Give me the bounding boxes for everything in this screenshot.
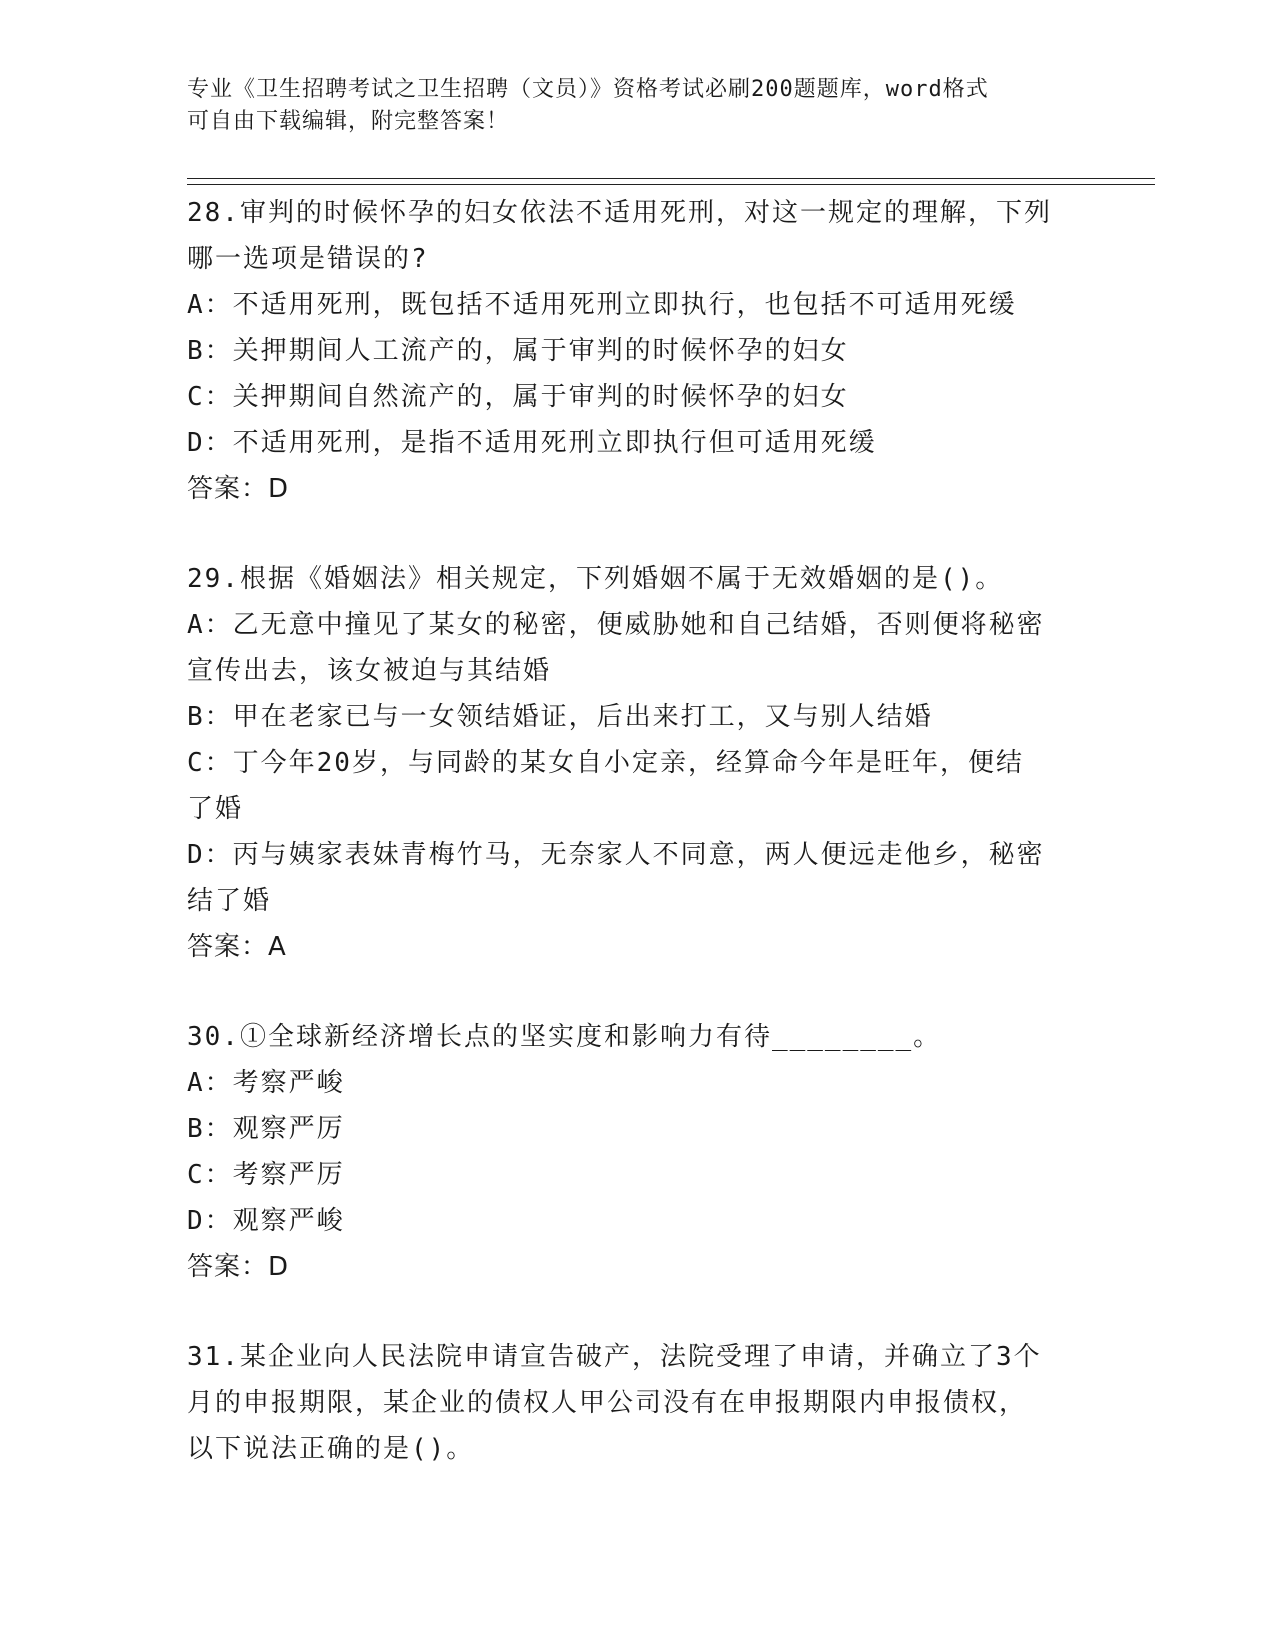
document-header	[187, 74, 1087, 138]
option-b: B：关押期间人工流产的，属于审判的时候怀孕的妇女	[187, 336, 849, 366]
option-d: D：观察严峻	[187, 1206, 345, 1236]
answer-label: 答案：D	[187, 1252, 290, 1282]
option-c: C：考察严厉	[187, 1160, 345, 1190]
option-a-continued: 宣传出去，该女被迫与其结婚	[187, 656, 552, 686]
option-d: D：丙与姨家表妹青梅竹马，无奈家人不同意，两人便远走他乡，秘密	[187, 840, 1045, 870]
question-text: 31.某企业向人民法院申请宣告破产，法院受理了申请，并确立了3个	[187, 1342, 1042, 1372]
option-d-continued: 结了婚	[187, 886, 272, 916]
header-title-line-1: 专业《卫生招聘考试之卫生招聘（文员）》资格考试必刷200题题库，word格式	[187, 77, 989, 102]
question-30	[187, 1014, 1087, 1290]
answer-label: 答案：D	[187, 474, 290, 504]
answer-label: 答案：A	[187, 932, 287, 962]
option-a: A：考察严峻	[187, 1068, 345, 1098]
question-text: 以下说法正确的是()。	[187, 1434, 475, 1464]
question-text: 哪一选项是错误的?	[187, 244, 429, 274]
question-text: 29.根据《婚姻法》相关规定，下列婚姻不属于无效婚姻的是()。	[187, 564, 1004, 594]
option-a: A：不适用死刑，既包括不适用死刑立即执行，也包括不可适用死缓	[187, 290, 1017, 320]
header-title-line-2: 可自由下载编辑，附完整答案！	[187, 109, 510, 134]
option-a: A：乙无意中撞见了某女的秘密，便威胁她和自己结婚，否则便将秘密	[187, 610, 1045, 640]
option-b: B：观察严厉	[187, 1114, 345, 1144]
question-text: 月的申报期限，某企业的债权人甲公司没有在申报期限内申报债权，	[187, 1388, 1028, 1418]
question-28	[187, 190, 1087, 512]
option-c: C：丁今年20岁，与同龄的某女自小定亲，经算命今年是旺年，便结	[187, 748, 1024, 778]
question-31	[187, 1334, 1087, 1472]
option-b: B：甲在老家已与一女领结婚证，后出来打工，又与别人结婚	[187, 702, 933, 732]
option-c-continued: 了婚	[187, 794, 244, 824]
header-divider-bottom	[187, 184, 1155, 185]
header-divider-top	[187, 178, 1155, 179]
option-d: D：不适用死刑，是指不适用死刑立即执行但可适用死缓	[187, 428, 877, 458]
option-c: C：关押期间自然流产的，属于审判的时候怀孕的妇女	[187, 382, 849, 412]
question-list	[187, 190, 1087, 1516]
question-text: 30.①全球新经济增长点的坚实度和影响力有待________。	[187, 1022, 942, 1052]
question-text: 28.审判的时候怀孕的妇女依法不适用死刑，对这一规定的理解，下列	[187, 198, 1052, 228]
question-29	[187, 556, 1087, 970]
